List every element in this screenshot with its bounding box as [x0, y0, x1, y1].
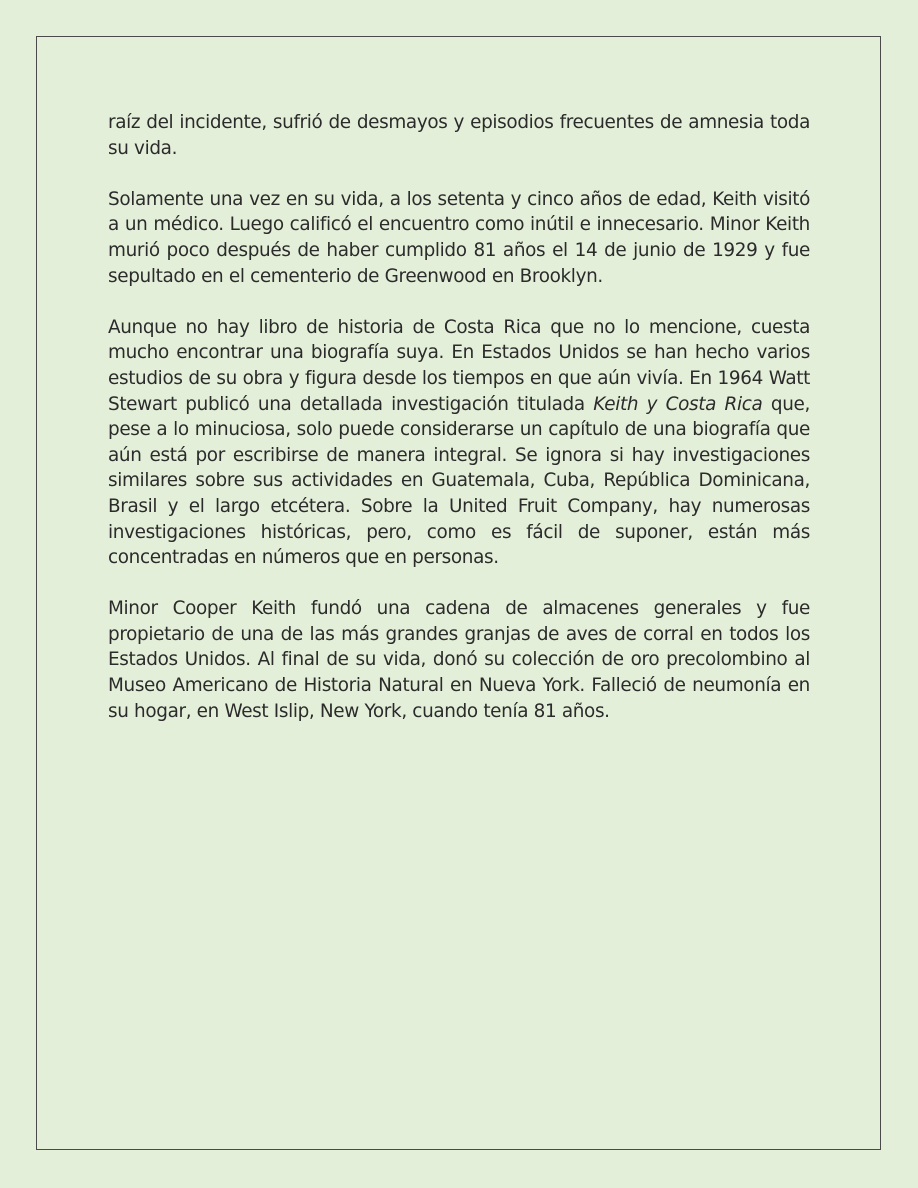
paragraph-3-text-end: que, pese a lo minuciosa, solo puede considerarse un capítulo de una biografía que aún está por escribirse de manera integral. Se ignora si hay investigaciones similares sobre sus actividades en Guatemala, Cuba, República Dominicana, Brasil y el largo etcétera. Sobre la United Fruit Company, hay numerosas investigaciones históricas, pero, como es fácil de suponer, están más concentradas en números que en personas. [108, 393, 810, 569]
document-body [108, 110, 810, 724]
paragraph-3 [108, 315, 810, 571]
paragraph-2: Solamente una vez en su vida, a los setenta y cinco años de edad, Keith visitó a un médico. Luego calificó el encuentro como inútil e innecesario. Minor Keith murió poco después de haber cumplido 81 años el 14 de junio de 1929 y fue sepultado en el cementerio de Greenwood en Brooklyn. [108, 188, 810, 287]
paragraph-4: Minor Cooper Keith fundó una cadena de almacenes generales y fue propietario de una de las más grandes granjas de aves de corral en todos los Estados Unidos. Al final de su vida, donó su colección de oro precolombino al Museo Americano de Historia Natural en Nueva York. Falleció de neumonía en su hogar, en West Islip, New York, cuando tenía 81 años. [108, 598, 810, 722]
book-title: Keith y Costa Rica [593, 393, 763, 415]
paragraph-1: raíz del incidente, sufrió de desmayos y episodios frecuentes de amnesia toda su vida. [108, 112, 810, 159]
paragraph-3-text-start: Aunque no hay libro de historia de Costa Rica que no lo mencione, cuesta mucho encontrar una biografía suya. En Estados Unidos se han hecho varios estudios de su obra y figura desde los tiempos en que aún vivía. En 1964 Watt Stewart publicó una detallada investigación titulada [108, 316, 810, 415]
